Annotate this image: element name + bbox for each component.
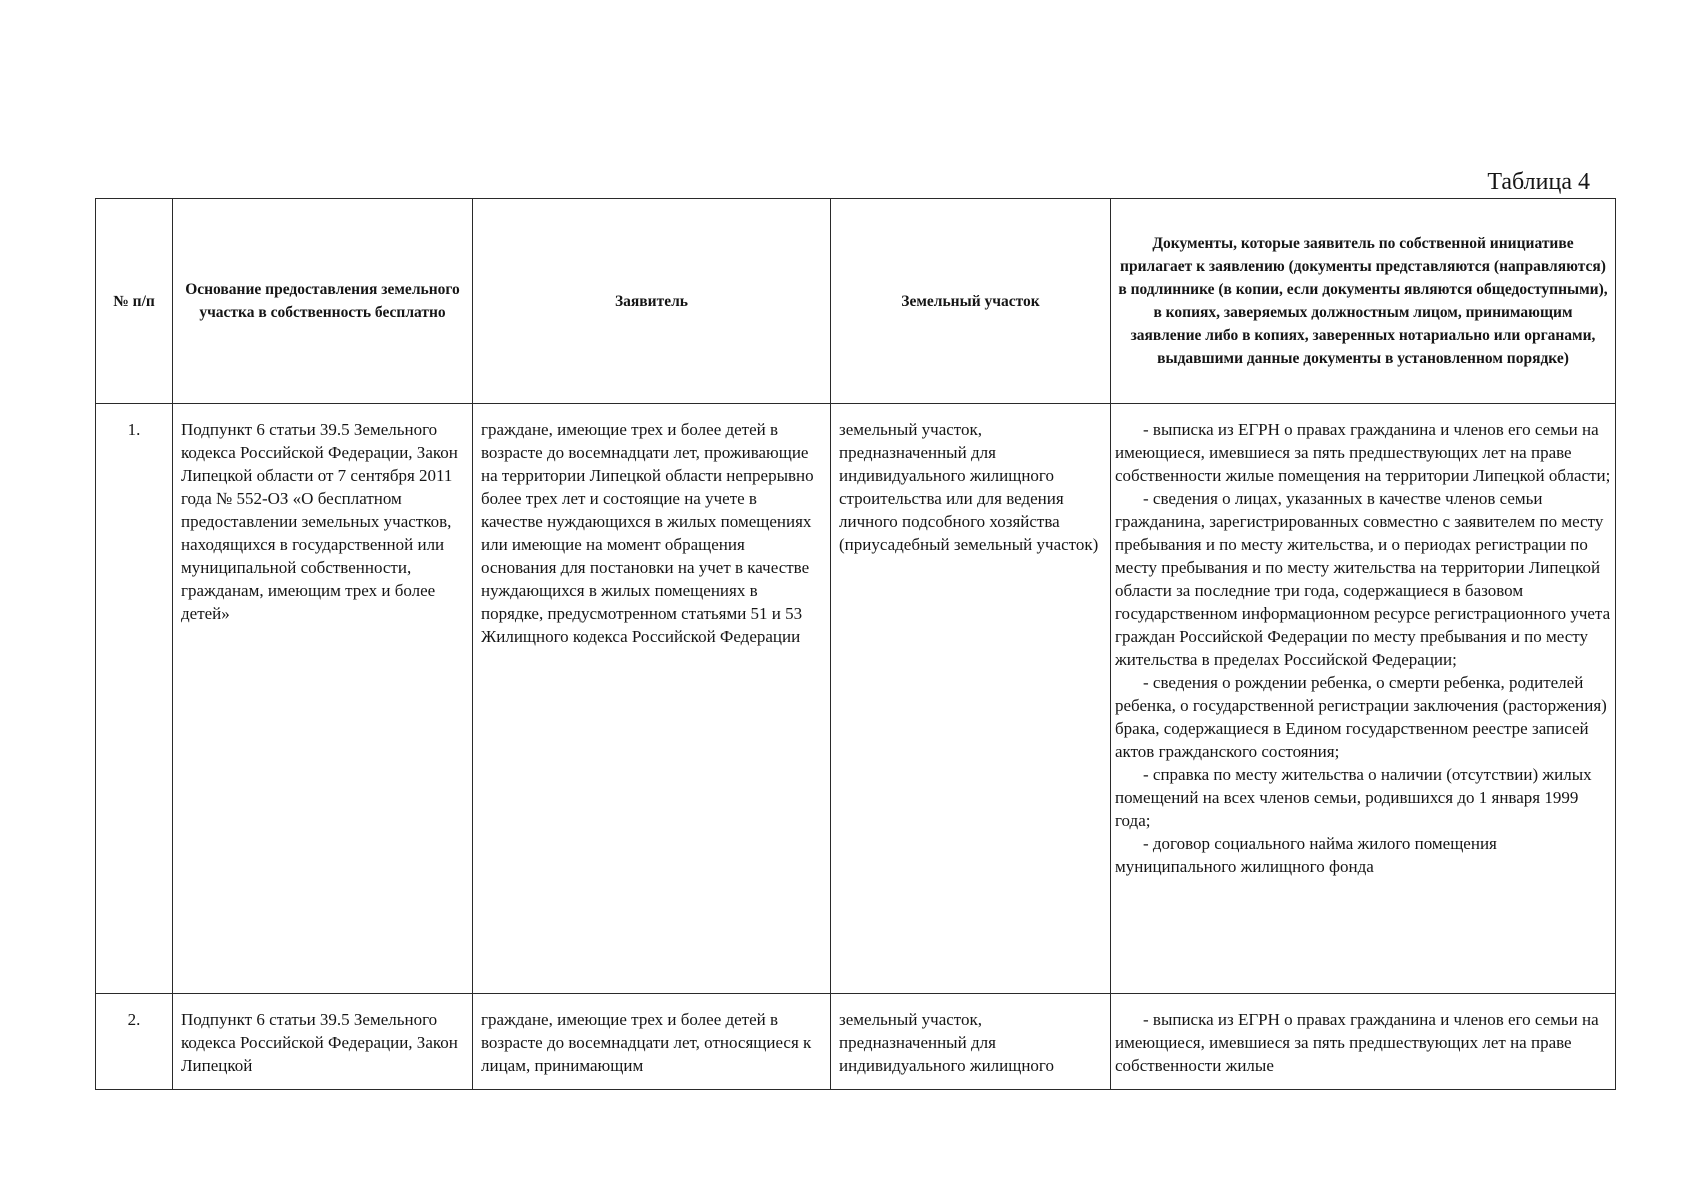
table-header-row — [96, 199, 1616, 404]
row-basis — [173, 994, 473, 1090]
plot-text: земельный участок, предназначенный для индивидуального жилищного — [839, 1010, 1054, 1075]
applicant-text: граждане, имеющие трех и более детей в возрасте до восемнадцати лет, проживающие на территории Липецкой области непрерывно более трех лет и состоящие на учете в качестве нуждающихся в жилых помещениях или имеющие на момент обращения основания для постановки на учет в качестве нуждающихся в жилых помещениях в порядке, предусмотренном статьями 51 и 53 Жилищного кодекса Российской Федерации — [481, 420, 814, 646]
row-applicant — [473, 994, 831, 1090]
basis-text: Подпункт 6 статьи 39.5 Земельного кодекса Российской Федерации, Закон Липецкой области от 7 сентября 2011 года № 552-ОЗ «О бесплатном предоставлении земельных участков, находящихся в государственной или муниципальной собственности, гражданам, имеющим трех и более детей» — [181, 420, 458, 623]
row-applicant — [473, 404, 831, 994]
header-applicant: Заявитель — [473, 199, 831, 404]
table-row — [96, 994, 1616, 1090]
table-caption: Таблица 4 — [1487, 169, 1590, 195]
header-documents: Документы, которые заявитель по собственной инициативе прилагает к заявлению (документы представляются (направляются) в подлиннике (в копии, если документы являются общедоступными), в копиях, заверяемых должностным лицом, принимающим заявление либо в копиях, заверенных нотариально или органами, выдавшими данные документы в установленном порядке) — [1111, 199, 1616, 404]
row-documents — [1111, 404, 1616, 994]
document-item: - договор социального найма жилого помещения муниципального жилищного фонда — [1115, 834, 1497, 876]
row-plot — [831, 994, 1111, 1090]
basis-text: Подпункт 6 статьи 39.5 Земельного кодекса Российской Федерации, Закон Липецкой — [181, 1010, 458, 1075]
document-item: - справка по месту жительства о наличии (отсутствии) жилых помещений на всех членов семьи, родившихся до 1 января 1999 года; — [1115, 765, 1592, 830]
table-row — [96, 404, 1616, 994]
row-documents — [1111, 994, 1616, 1090]
row-number: 1. — [96, 404, 173, 994]
document-item: - сведения о рождении ребенка, о смерти ребенка, родителей ребенка, о государственной регистрации заключения (расторжения) брака, содержащиеся в Едином государственном реестре записей актов гражданского состояния; — [1115, 673, 1607, 761]
row-basis — [173, 404, 473, 994]
document-item: - выписка из ЕГРН о правах гражданина и членов его семьи на имеющиеся, имевшиеся за пять предшествующих лет на праве собственности жилые — [1115, 1010, 1599, 1075]
row-plot — [831, 404, 1111, 994]
header-plot: Земельный участок — [831, 199, 1111, 404]
header-num: № п/п — [96, 199, 173, 404]
documents-table — [95, 198, 1616, 1090]
applicant-text: граждане, имеющие трех и более детей в возрасте до восемнадцати лет, относящиеся к лицам, принимающим — [481, 1010, 812, 1075]
document-item: - выписка из ЕГРН о правах гражданина и членов его семьи на имеющиеся, имевшиеся за пять предшествующих лет на праве собственности жилые помещения на территории Липецкой области; — [1115, 420, 1611, 485]
header-basis: Основание предоставления земельного участка в собственность бесплатно — [173, 199, 473, 404]
plot-text: земельный участок, предназначенный для индивидуального жилищного строительства или для ведения личного подсобного хозяйства (приусадебный земельный участок) — [839, 420, 1099, 554]
document-item: - сведения о лицах, указанных в качестве членов семьи гражданина, зарегистрированных совместно с заявителем по месту пребывания и по месту жительства, и о периодах регистрации по месту пребывания и по месту жительства на территории Липецкой области за последние три года, содержащиеся в базовом государственном информационном ресурсе регистрационного учета граждан Российской Федерации по месту пребывания и по месту жительства в пределах Российской Федерации; — [1115, 489, 1611, 669]
row-number: 2. — [96, 994, 173, 1090]
